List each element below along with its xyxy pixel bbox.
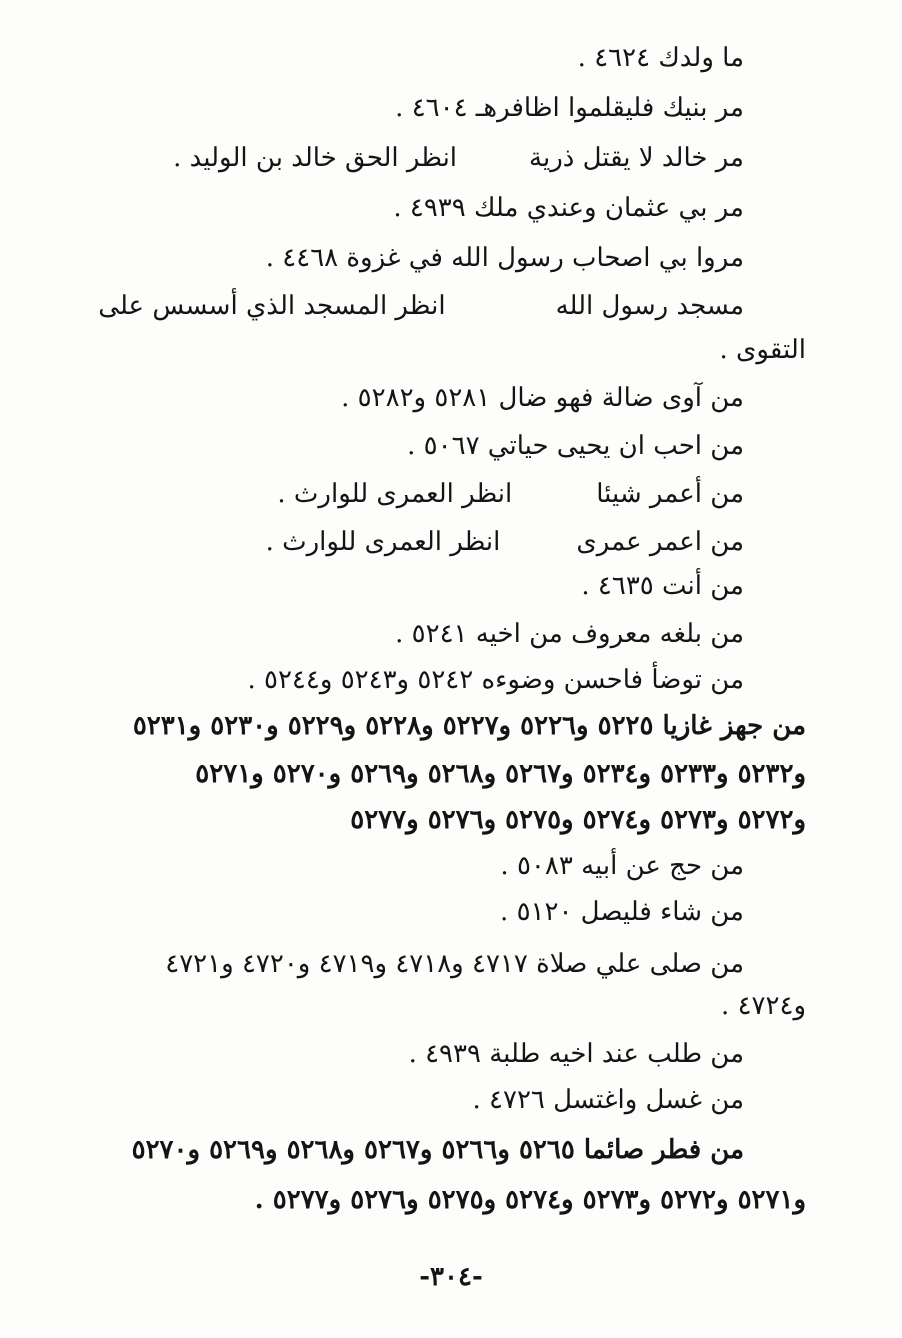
index-entry: من حج عن أبيه ٥٠٨٣ . <box>500 851 744 881</box>
page-number: -٣٠٤- <box>419 1262 483 1292</box>
index-entry-cross-ref <box>173 138 744 178</box>
index-entry-cross-ref <box>266 522 744 562</box>
index-entry-continuation: التقوى . <box>719 335 806 365</box>
index-entry: من صلى علي صلاة ٤٧١٧ و٤٧١٨ و٤٧١٩ و٤٧٢٠ و٤٧٢١ <box>165 949 744 979</box>
index-entry: من فطر صائما ٥٢٦٥ و٥٢٦٦ و٥٢٦٧ و٥٢٦٨ و٥٢٦٩ و٥٢٧٠ <box>131 1135 744 1165</box>
index-entry-cross-ref <box>98 286 744 326</box>
index-entry: من آوى ضالة فهو ضال ٥٢٨١ و٥٢٨٢ . <box>341 383 744 413</box>
index-entry-cross-ref <box>277 474 744 514</box>
entry-heading: من أعمر شيئا <box>596 479 744 509</box>
index-entry-continuation: و٤٧٢٤ . <box>721 991 806 1021</box>
cross-reference: انظر العمرى للوارث . <box>277 479 513 509</box>
index-entry-continuation: و٥٢٧٢ و٥٢٧٣ و٥٢٧٤ و٥٢٧٥ و٥٢٧٦ و٥٢٧٧ <box>350 805 806 835</box>
entry-heading: مر خالد لا يقتل ذرية <box>529 143 744 173</box>
cross-reference: انظر المسجد الذي أسسس على <box>98 291 446 321</box>
index-entry: مر بي عثمان وعندي ملك ٤٩٣٩ . <box>393 193 744 223</box>
index-entry: من جهز غازيا ٥٢٢٥ و٥٢٢٦ و٥٢٢٧ و٥٢٢٨ و٥٢٢٩ و٥٢٣٠ و٥٢٣١ <box>132 711 806 741</box>
entry-heading: من اعمر عمرى <box>576 527 744 557</box>
index-entry-continuation: و٥٢٣٢ و٥٢٣٣ و٥٢٣٤ و٥٢٦٧ و٥٢٦٨ و٥٢٦٩ و٥٢٧٠ و٥٢٧١ <box>195 759 806 789</box>
entry-heading: مسجد رسول الله <box>555 291 744 321</box>
cross-reference: انظر الحق خالد بن الوليد . <box>173 143 458 173</box>
index-entry: من غسل واغتسل ٤٧٢٦ . <box>472 1085 744 1115</box>
index-entry-continuation: و٥٢٧١ و٥٢٧٢ و٥٢٧٣ و٥٢٧٤ و٥٢٧٥ و٥٢٧٦ و٥٢٧٧ . <box>254 1185 806 1215</box>
index-entry: من احب ان يحيى حياتي ٥٠٦٧ . <box>407 431 744 461</box>
index-entry: ما ولدك ٤٦٢٤ . <box>577 43 744 73</box>
cross-reference: انظر العمرى للوارث . <box>265 527 501 557</box>
index-entry: من أنت ٤٦٣٥ . <box>581 571 744 601</box>
index-entry: مر بنيك فليقلموا اظافرهـ ٤٦٠٤ . <box>395 93 744 123</box>
index-entry: من شاء فليصل ٥١٢٠ . <box>500 897 744 927</box>
index-entry: من بلغه معروف من اخيه ٥٢٤١ . <box>395 619 744 649</box>
index-entry: من توضأ فاحسن وضوءه ٥٢٤٢ و٥٢٤٣ و٥٢٤٤ . <box>247 665 744 695</box>
index-entry: من طلب عند اخيه طلبة ٤٩٣٩ . <box>408 1039 744 1069</box>
index-entry: مروا بي اصحاب رسول الله في غزوة ٤٤٦٨ . <box>265 243 744 273</box>
